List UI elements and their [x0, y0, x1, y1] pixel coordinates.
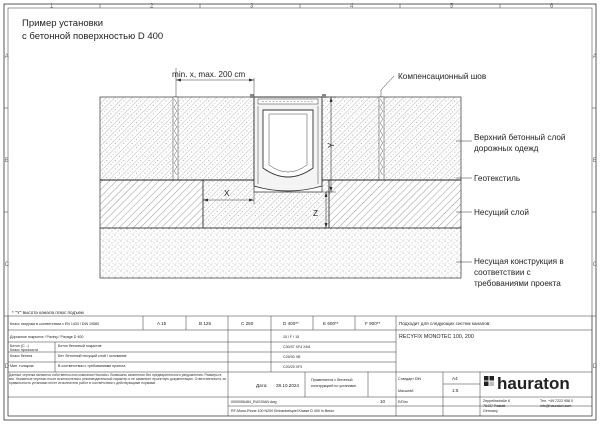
- drawing-title-line2: с бетонной поверхностью D 400: [22, 31, 164, 42]
- left-note-3: Мин. толщина: [10, 364, 34, 368]
- load-class-b125: B 125: [199, 321, 212, 326]
- row-label: D: [592, 364, 598, 370]
- callout-top-concrete-1: Верхний бетонный слой: [474, 133, 566, 142]
- bearing-structure-layer: [100, 228, 461, 278]
- date-value: 28.10.2024: [276, 383, 299, 388]
- contact-line-2: info@hauraton.com: [540, 404, 572, 408]
- drainage-channel: [250, 94, 326, 191]
- base-layer-right: [329, 180, 461, 228]
- load-class-a15: A 15: [157, 321, 167, 326]
- row-label: B: [4, 158, 9, 164]
- load-class-e600: E 600**: [323, 321, 339, 326]
- concrete-top-value: C30/37 XF4 XM1: [283, 345, 311, 349]
- mid-note-2: Бет. бетонный несущий слой / основание: [58, 354, 127, 358]
- col-label: 6: [550, 3, 554, 10]
- standard-label: Стандарт DIN: [398, 377, 422, 381]
- scale-label: Масштаб: [398, 389, 414, 393]
- suitable-systems-label: Подходит для следующих систем каналов:: [399, 321, 491, 326]
- unit-label: E/Dim: [398, 400, 408, 404]
- dimension-label: min. x, max. 200 cm: [172, 70, 246, 79]
- file-name: 0000056484_RUSSIAN.dwg: [231, 400, 277, 404]
- row-label: A: [592, 54, 597, 60]
- callout-expansion-joint: Компенсационный шов: [398, 72, 487, 81]
- left-note-2: Класс бетона: [10, 354, 33, 358]
- row-label: C: [4, 262, 10, 268]
- load-class-d400: D 400**: [283, 321, 299, 326]
- paving-row-value: 15 / F / 15: [283, 335, 300, 339]
- callout-geotextile: Геотекстиль: [474, 174, 521, 183]
- mid-note-3: В соответствии с требованиями проекта: [58, 364, 126, 368]
- product-name: RECYFIX MONOTEC 100, 200: [399, 334, 474, 340]
- load-class-c250: C 250: [241, 321, 254, 326]
- drawing-name: RF-Mono-Rinne 100 N200 Einbaubeispiel Klasse D 400 in Beton: [231, 409, 335, 413]
- callout-bearing-3: требованиями проекта: [474, 279, 561, 288]
- col-label: 2: [150, 3, 154, 10]
- col-label: 3: [250, 3, 254, 10]
- row-label: A: [4, 54, 9, 60]
- mid-note-1: Бетон бетонный покрытие: [58, 344, 102, 348]
- callout-top-concrete-2: дорожных одежд: [474, 144, 539, 153]
- row-label: D: [4, 364, 10, 370]
- contact-line-1: Тел. +49 7222 958 0: [540, 399, 574, 403]
- company-logo-text: hauraton: [497, 374, 570, 393]
- disclaimer-text: Данные чертежа являются собственностью компании Hauraton. Возможны изменения без предварительного уведомления. Размеры в мм. Указанные чертежи носят исключительно рекомендательный характер и не заменяют проектную документацию. Ответственность за правильность установки несет исполнитель работ в соответствии с действующими нормами.: [9, 372, 226, 385]
- concrete-bearing-value: C20/25 XF3: [283, 365, 303, 369]
- disclaimer-container: [9, 373, 227, 415]
- col-label: 1: [50, 3, 54, 10]
- col-label: 4: [350, 3, 354, 10]
- paper-size: A4: [452, 376, 458, 381]
- row-label: C: [592, 262, 598, 268]
- row-label: B: [592, 158, 597, 164]
- footnote: * "Y" высота канала плюс подъем: [12, 310, 84, 315]
- applicable-line1: Применяется с бетонной: [311, 378, 353, 382]
- top-concrete-layer-right: [322, 97, 461, 180]
- callout-base-layer: Несущий слой: [474, 208, 529, 217]
- load-class-f900: F 900**: [365, 321, 381, 326]
- dim-z-label: Z: [313, 209, 319, 218]
- sheet-number: 10: [380, 399, 386, 404]
- drawing-title-line1: Пример установки: [22, 18, 104, 29]
- left-note-4: Класс прочности: [10, 347, 38, 352]
- callout-bearing-1: Несущая конструкция в: [474, 257, 564, 266]
- col-label: 5: [450, 3, 454, 10]
- callout-bearing-2: соответствии с: [474, 268, 531, 277]
- dim-y-label: Y: [327, 142, 336, 148]
- concrete-base-value: C25/30 XB: [283, 355, 301, 359]
- load-class-label: Класс нагрузки в соответствии с EN 1433 / DIN 19580: [10, 322, 100, 326]
- address-line-1: Zeppelinstraße 6: [483, 399, 510, 403]
- company-logo: [484, 374, 570, 393]
- applicable-line2: конструкцией по установке.: [311, 384, 358, 388]
- paving-row-label: Дорожное покрытие / Paving / Pavage D 400: [10, 335, 84, 339]
- date-label: Дата:: [256, 383, 268, 388]
- address-line-2: 76437 Rastatt: [483, 404, 506, 408]
- base-layer-left: [100, 180, 203, 228]
- scale-value: 1:5: [452, 388, 459, 393]
- dim-x-label: X: [224, 189, 230, 198]
- address-line-3: Germany: [483, 409, 498, 413]
- left-note-1: Бетон (C...): [10, 344, 29, 348]
